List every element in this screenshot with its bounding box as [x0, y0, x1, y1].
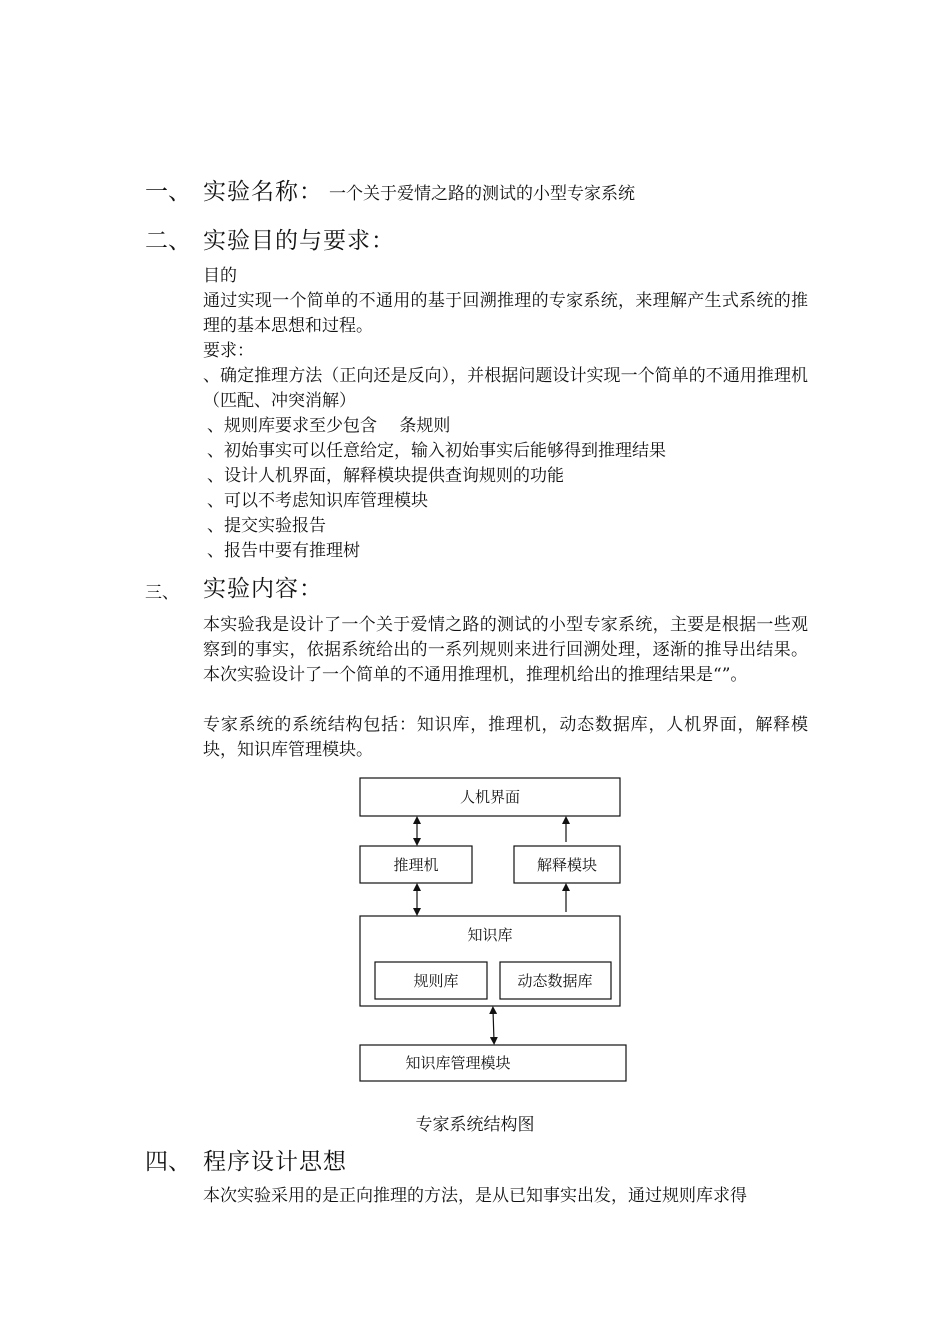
goal-text: 通过实现一个简单的不通用的基于回溯推理的专家系统，来理解产生式系统的推理的基本思想和过程。 [203, 291, 808, 336]
kb-mgmt-arrow [493, 1010, 494, 1041]
kb-label: 知识库 [467, 926, 513, 944]
requirement-item: 、报告中要有推理树 [207, 541, 360, 561]
requirement-item: 、设计人机界面，解释模块提供查询规则的功能 [207, 466, 564, 486]
section-2-number: 二、 [145, 228, 191, 254]
requirement-item: 、可以不考虑知识库管理模块 [207, 491, 428, 511]
requirement-item: 、规则库要求至少包含 条规则 [207, 416, 451, 436]
design-paragraph-1: 本次实验采用的是正向推理的方法，是从已知事实出发，通过规则库求得 [203, 1186, 747, 1206]
section-2-title: 实验目的与要求： [203, 228, 395, 254]
requirement-item: 、初始事实可以任意给定，输入初始事实后能够得到推理结果 [207, 441, 666, 461]
content-paragraph-2: 专家系统的系统结构包括：知识库，推理机，动态数据库，人机界面，解释模块，知识库管理模块。 [203, 715, 808, 760]
kb-mgmt-label: 知识库管理模块 [405, 1054, 511, 1072]
experiment-name: 一个关于爱情之路的测试的小型专家系统 [329, 184, 635, 204]
dyn-db-label: 动态数据库 [517, 972, 593, 990]
inference-label: 推理机 [393, 856, 439, 874]
rules-label: 规则库 [413, 972, 459, 990]
diagram-caption: 专家系统结构图 [415, 1115, 535, 1135]
requirements-label: 要求： [203, 341, 254, 361]
explain-label: 解释模块 [536, 856, 598, 874]
expert-system-diagram [356, 776, 632, 1088]
section-1-title: 实验名称： [203, 179, 323, 205]
requirement-item: 、提交实验报告 [207, 516, 326, 536]
section-4-number: 四、 [145, 1149, 191, 1175]
section-1-heading [203, 173, 635, 206]
section-4-title: 程序设计思想 [203, 1149, 347, 1175]
content-paragraph-1: 本实验我是设计了一个关于爱情之路的测试的小型专家系统，主要是根据一些观察到的事实，依据系统给出的一系列规则来进行回溯处理，逐渐的推导出结果。本次实验设计了一个简单的不通用推理机，推理机给出的推理结果是“”。 [203, 615, 808, 685]
ui-label: 人机界面 [459, 788, 521, 806]
section-1-number: 一、 [145, 179, 191, 205]
goal-label: 目的 [203, 266, 237, 286]
section-3-number: 三、 [145, 583, 179, 603]
requirement-item: 、确定推理方法（正向还是反向），并根据问题设计实现一个简单的不通用推理机（匹配、冲突消解） [203, 366, 808, 411]
section-3-title: 实验内容： [203, 576, 323, 602]
